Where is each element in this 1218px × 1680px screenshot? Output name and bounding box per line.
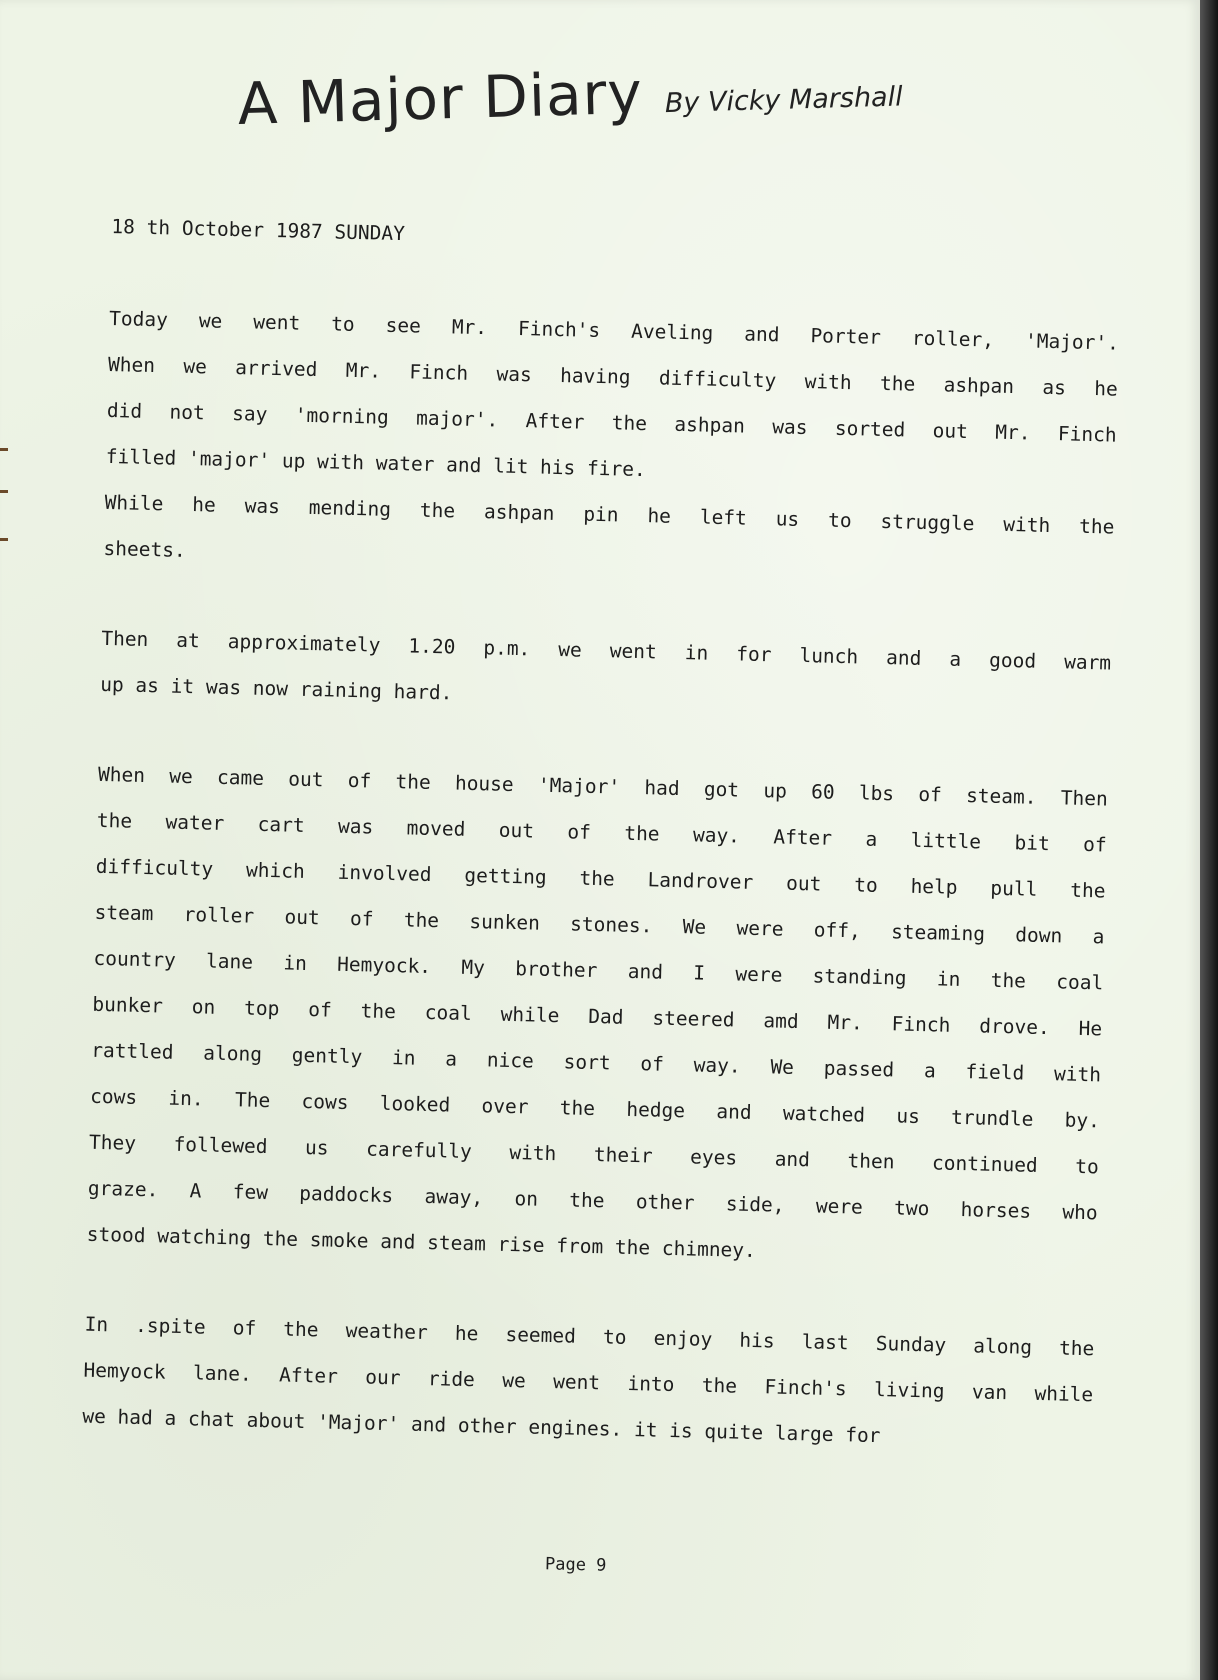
- text-line: did not say 'morning major'. After the ashpan was sorted out Mr. Finch: [106, 398, 1117, 447]
- paragraph: [103, 296, 1119, 597]
- text-line: Hemyock lane. After our ride we went into the Finch's living van while: [83, 1358, 1094, 1407]
- text-line: While he was mending the ashpan pin he left us to struggle with the: [104, 490, 1115, 539]
- text-line: Today we went to see Mr. Finch's Aveling and Porter roller, 'Major'.: [108, 306, 1120, 355]
- staple-mark: [0, 448, 8, 451]
- text-line: They follewed us carefully with their eyes and then continued to: [88, 1130, 1100, 1179]
- staple-mark: [0, 538, 8, 541]
- text-line: cows in. The cows looked over the hedge and watched us trundle by.: [89, 1084, 1101, 1133]
- scan-edge: [1200, 0, 1218, 1680]
- title-block: [237, 49, 999, 160]
- staple-marks: [0, 440, 8, 560]
- text-line: bunker on top of the coal while Dad steered amd Mr. Finch drove. He: [92, 992, 1103, 1041]
- text-line: In .spite of the weather he seemed to enjoy his last Sunday along the: [84, 1312, 1095, 1361]
- text-line: difficulty which involved getting the Landrover out to help pull the: [95, 854, 1106, 903]
- text-line: filled 'major' up with water and lit his fire.: [105, 444, 646, 482]
- article-byline: By Vicky Marshall: [664, 81, 904, 120]
- text-line: steam roller out of the sunken stones. We were off, steaming down a: [94, 900, 1105, 949]
- text-line: stood watching the smoke and steam rise from the chimney.: [86, 1222, 757, 1263]
- article-body: [82, 204, 1122, 1464]
- text-line: the water cart was moved out of the way. After a little bit of: [96, 808, 1107, 857]
- text-line: Then at approximately 1.20 p.m. we went in for lunch and a good warm: [101, 626, 1112, 675]
- text-line: rattled along gently in a nice sort of way. We passed a field with: [91, 1038, 1102, 1087]
- article-title: A Major Diary: [236, 58, 644, 138]
- text-line: graze. A few paddocks away, on the other side, were two horses who: [87, 1176, 1098, 1225]
- paragraph: [86, 752, 1108, 1283]
- text-line: up as it was now raining hard.: [99, 672, 453, 705]
- text-line: When we arrived Mr. Finch was having difficulty with the ashpan as he: [107, 352, 1119, 401]
- text-line: country lane in Hemyock. My brother and I were standing in the coal: [93, 946, 1104, 995]
- text-line: When we came out of the house 'Major' had got up 60 lbs of steam. Then: [97, 762, 1109, 811]
- diary-date: 18 th October 1987 SUNDAY: [111, 214, 406, 246]
- text-line: sheets.: [103, 536, 187, 562]
- staple-mark: [0, 490, 8, 493]
- page-number: Page 9: [544, 1554, 607, 1576]
- paragraph: [82, 1302, 1095, 1465]
- text-line: we had a chat about 'Major' and other engines. it is quite large for: [82, 1404, 881, 1448]
